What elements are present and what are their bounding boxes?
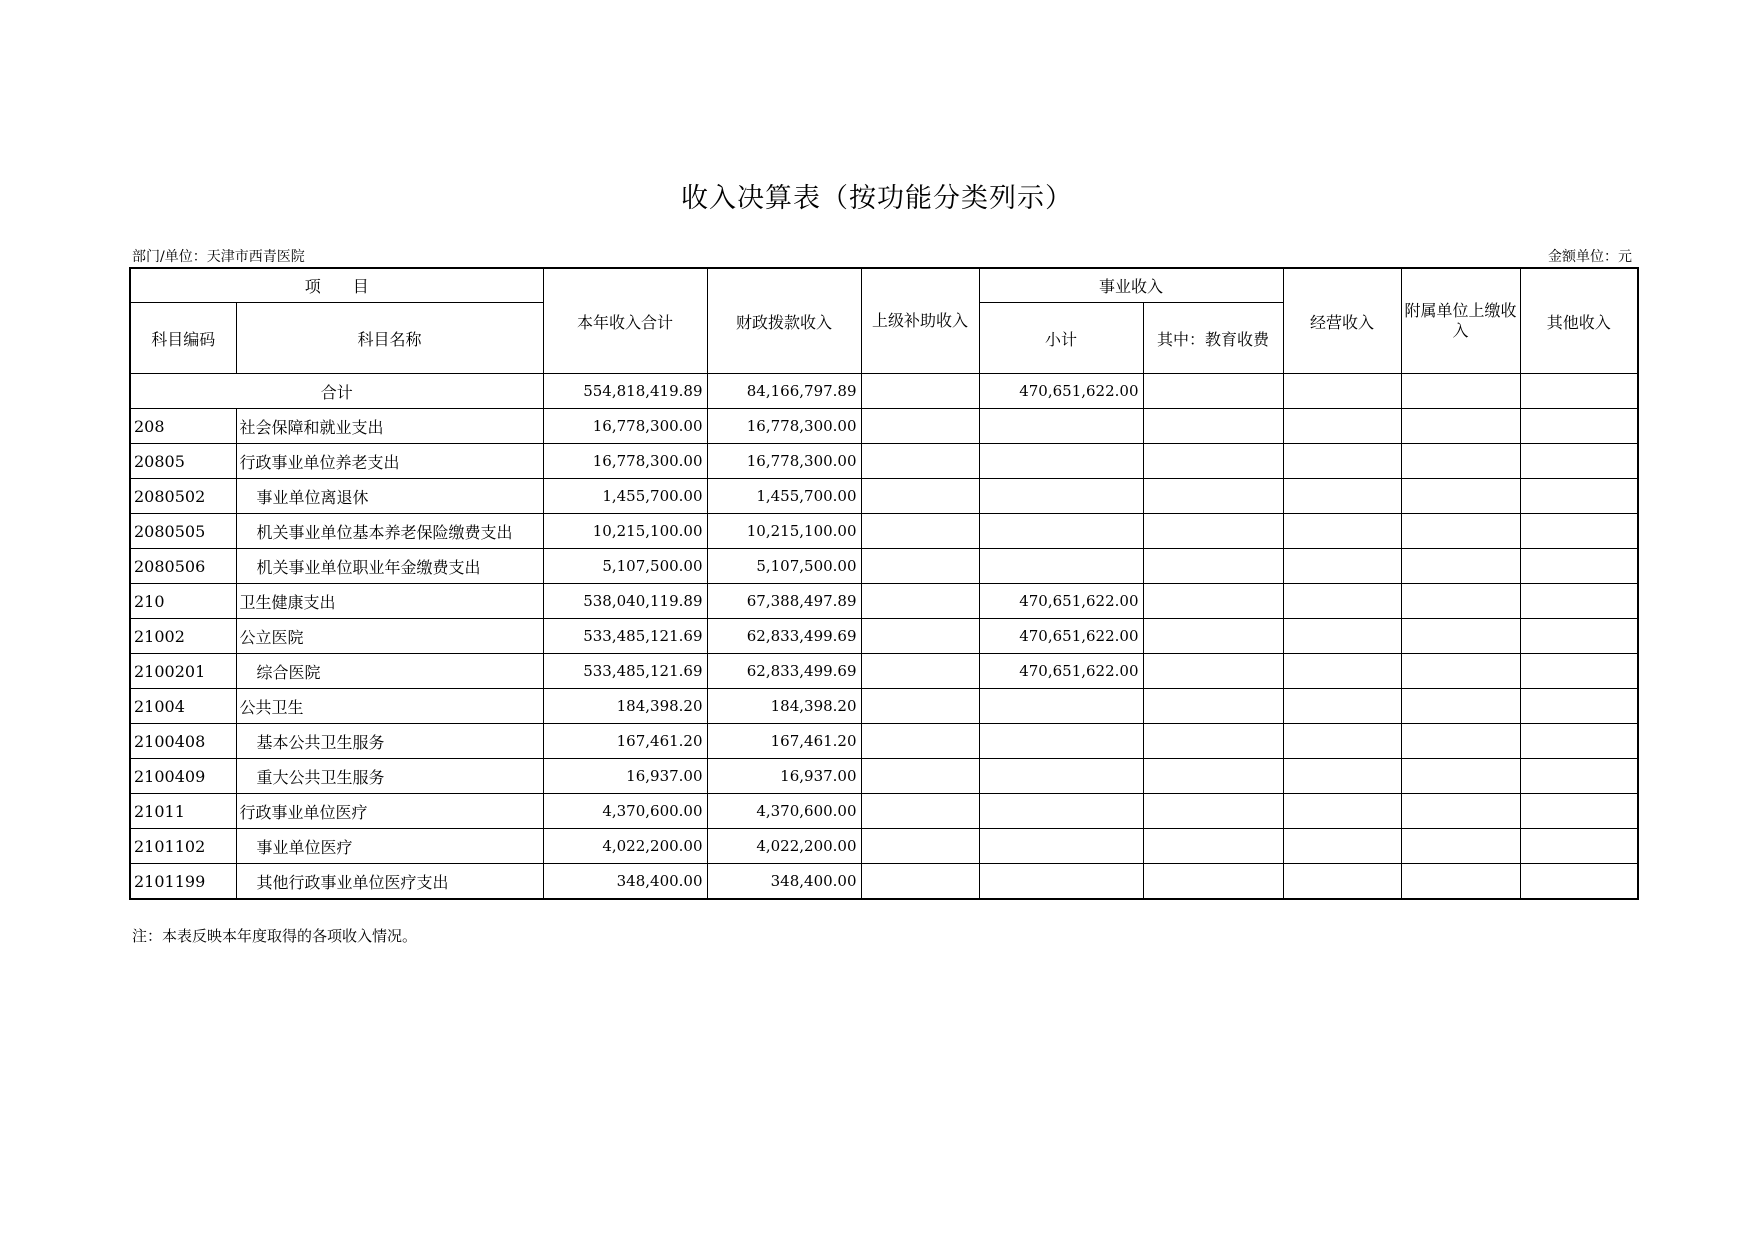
row-operating <box>1283 619 1401 654</box>
row-affiliated <box>1401 829 1520 864</box>
row-education <box>1143 584 1283 619</box>
row-superior <box>861 689 979 724</box>
row-fiscal: 4,370,600.00 <box>707 794 861 829</box>
row-operating <box>1283 829 1401 864</box>
row-operating <box>1283 409 1401 444</box>
row-affiliated <box>1401 724 1520 759</box>
summary-label: 合计 <box>130 374 543 409</box>
row-superior <box>861 584 979 619</box>
row-fiscal: 348,400.00 <box>707 864 861 900</box>
row-name: 行政事业单位医疗 <box>236 794 543 829</box>
table-row <box>130 549 1638 584</box>
row-education <box>1143 619 1283 654</box>
row-superior <box>861 794 979 829</box>
row-superior <box>861 654 979 689</box>
table-row <box>130 409 1638 444</box>
row-name: 公共卫生 <box>236 689 543 724</box>
row-code: 20805 <box>130 444 236 479</box>
row-code: 210 <box>130 584 236 619</box>
row-code: 21002 <box>130 619 236 654</box>
table-row <box>130 759 1638 794</box>
row-superior <box>861 549 979 584</box>
row-code: 2101102 <box>130 829 236 864</box>
row-affiliated <box>1401 479 1520 514</box>
row-total: 4,370,600.00 <box>543 794 707 829</box>
row-affiliated <box>1401 654 1520 689</box>
row-affiliated <box>1401 444 1520 479</box>
row-other <box>1520 654 1638 689</box>
row-total: 10,215,100.00 <box>543 514 707 549</box>
row-fiscal: 16,778,300.00 <box>707 444 861 479</box>
row-operating <box>1283 724 1401 759</box>
row-affiliated <box>1401 689 1520 724</box>
table-row <box>130 444 1638 479</box>
row-code: 208 <box>130 409 236 444</box>
row-total: 167,461.20 <box>543 724 707 759</box>
row-superior <box>861 759 979 794</box>
row-education <box>1143 829 1283 864</box>
row-total: 16,778,300.00 <box>543 409 707 444</box>
row-education <box>1143 654 1283 689</box>
summary-operating <box>1283 374 1401 409</box>
row-name: 事业单位离退休 <box>236 479 543 514</box>
row-subtotal <box>979 479 1143 514</box>
row-operating <box>1283 584 1401 619</box>
row-name: 基本公共卫生服务 <box>236 724 543 759</box>
row-superior <box>861 514 979 549</box>
row-operating <box>1283 444 1401 479</box>
row-other <box>1520 619 1638 654</box>
row-education <box>1143 724 1283 759</box>
row-code: 2100201 <box>130 654 236 689</box>
row-affiliated <box>1401 549 1520 584</box>
row-fiscal: 167,461.20 <box>707 724 861 759</box>
row-subtotal <box>979 689 1143 724</box>
row-subtotal <box>979 759 1143 794</box>
row-fiscal: 1,455,700.00 <box>707 479 861 514</box>
row-name: 机关事业单位基本养老保险缴费支出 <box>236 514 543 549</box>
row-fiscal: 67,388,497.89 <box>707 584 861 619</box>
row-other <box>1520 514 1638 549</box>
row-total: 348,400.00 <box>543 864 707 900</box>
income-table <box>129 267 1639 900</box>
header-name: 科目名称 <box>236 303 543 374</box>
row-education <box>1143 549 1283 584</box>
row-subtotal <box>979 549 1143 584</box>
table-row <box>130 514 1638 549</box>
row-superior <box>861 444 979 479</box>
row-superior <box>861 724 979 759</box>
row-total: 5,107,500.00 <box>543 549 707 584</box>
row-superior <box>861 619 979 654</box>
row-education <box>1143 444 1283 479</box>
row-subtotal <box>979 864 1143 900</box>
row-other <box>1520 549 1638 584</box>
row-affiliated <box>1401 864 1520 900</box>
row-education <box>1143 759 1283 794</box>
summary-education <box>1143 374 1283 409</box>
row-education <box>1143 689 1283 724</box>
row-affiliated <box>1401 514 1520 549</box>
row-name: 其他行政事业单位医疗支出 <box>236 864 543 900</box>
row-affiliated <box>1401 584 1520 619</box>
row-superior <box>861 479 979 514</box>
row-subtotal: 470,651,622.00 <box>979 654 1143 689</box>
row-fiscal: 62,833,499.69 <box>707 619 861 654</box>
table-row <box>130 619 1638 654</box>
amount-unit-label: 金额单位：元 <box>1548 249 1632 265</box>
table-row <box>130 479 1638 514</box>
table-row <box>130 864 1638 900</box>
row-subtotal: 470,651,622.00 <box>979 584 1143 619</box>
row-total: 16,778,300.00 <box>543 444 707 479</box>
row-name: 公立医院 <box>236 619 543 654</box>
header-item: 项 目 <box>130 268 543 303</box>
header-superior: 上级补助收入 <box>861 268 979 374</box>
row-total: 533,485,121.69 <box>543 619 707 654</box>
row-other <box>1520 689 1638 724</box>
header-code: 科目编码 <box>130 303 236 374</box>
row-superior <box>861 864 979 900</box>
row-other <box>1520 479 1638 514</box>
header-other: 其他收入 <box>1520 268 1638 374</box>
header-subtotal: 小计 <box>979 303 1143 374</box>
row-code: 2100408 <box>130 724 236 759</box>
table-row <box>130 689 1638 724</box>
row-affiliated <box>1401 759 1520 794</box>
row-fiscal: 16,778,300.00 <box>707 409 861 444</box>
row-operating <box>1283 514 1401 549</box>
table-row <box>130 654 1638 689</box>
row-fiscal: 184,398.20 <box>707 689 861 724</box>
row-other <box>1520 409 1638 444</box>
row-code: 2100409 <box>130 759 236 794</box>
row-education <box>1143 409 1283 444</box>
row-operating <box>1283 654 1401 689</box>
row-name: 行政事业单位养老支出 <box>236 444 543 479</box>
row-education <box>1143 514 1283 549</box>
row-code: 2101199 <box>130 864 236 900</box>
row-subtotal <box>979 514 1143 549</box>
row-other <box>1520 759 1638 794</box>
summary-subtotal: 470,651,622.00 <box>979 374 1143 409</box>
row-operating <box>1283 689 1401 724</box>
row-code: 2080506 <box>130 549 236 584</box>
row-education <box>1143 794 1283 829</box>
row-education <box>1143 479 1283 514</box>
row-code: 2080505 <box>130 514 236 549</box>
row-other <box>1520 864 1638 900</box>
row-other <box>1520 444 1638 479</box>
row-total: 1,455,700.00 <box>543 479 707 514</box>
row-name: 综合医院 <box>236 654 543 689</box>
row-subtotal <box>979 829 1143 864</box>
summary-affiliated <box>1401 374 1520 409</box>
table-row <box>130 724 1638 759</box>
summary-superior <box>861 374 979 409</box>
row-other <box>1520 829 1638 864</box>
row-superior <box>861 409 979 444</box>
report-title: 收入决算表（按功能分类列示） <box>681 183 1073 214</box>
row-subtotal <box>979 794 1143 829</box>
row-operating <box>1283 759 1401 794</box>
row-affiliated <box>1401 409 1520 444</box>
row-total: 538,040,119.89 <box>543 584 707 619</box>
row-fiscal: 10,215,100.00 <box>707 514 861 549</box>
department-label: 部门/单位：天津市西青医院 <box>132 249 305 265</box>
row-fiscal: 62,833,499.69 <box>707 654 861 689</box>
summary-row <box>130 374 1638 409</box>
row-fiscal: 16,937.00 <box>707 759 861 794</box>
row-name: 重大公共卫生服务 <box>236 759 543 794</box>
row-operating <box>1283 479 1401 514</box>
row-operating <box>1283 549 1401 584</box>
row-code: 21011 <box>130 794 236 829</box>
row-other <box>1520 724 1638 759</box>
row-subtotal <box>979 409 1143 444</box>
row-affiliated <box>1401 794 1520 829</box>
row-subtotal <box>979 444 1143 479</box>
summary-fiscal: 84,166,797.89 <box>707 374 861 409</box>
summary-other <box>1520 374 1638 409</box>
row-total: 184,398.20 <box>543 689 707 724</box>
row-fiscal: 5,107,500.00 <box>707 549 861 584</box>
header-affiliated: 附属单位上缴收入 <box>1401 268 1520 374</box>
header-total: 本年收入合计 <box>543 268 707 374</box>
row-total: 533,485,121.69 <box>543 654 707 689</box>
row-other <box>1520 584 1638 619</box>
header-business-income: 事业收入 <box>979 268 1283 303</box>
row-total: 4,022,200.00 <box>543 829 707 864</box>
header-operating: 经营收入 <box>1283 268 1401 374</box>
header-fiscal: 财政拨款收入 <box>707 268 861 374</box>
summary-total: 554,818,419.89 <box>543 374 707 409</box>
row-subtotal: 470,651,622.00 <box>979 619 1143 654</box>
row-subtotal <box>979 724 1143 759</box>
row-code: 2080502 <box>130 479 236 514</box>
row-fiscal: 4,022,200.00 <box>707 829 861 864</box>
row-superior <box>861 829 979 864</box>
row-name: 社会保障和就业支出 <box>236 409 543 444</box>
table-note: 注：本表反映本年度取得的各项收入情况。 <box>132 927 418 945</box>
row-name: 卫生健康支出 <box>236 584 543 619</box>
table-row <box>130 584 1638 619</box>
row-total: 16,937.00 <box>543 759 707 794</box>
row-name: 事业单位医疗 <box>236 829 543 864</box>
table-row <box>130 794 1638 829</box>
row-other <box>1520 794 1638 829</box>
row-code: 21004 <box>130 689 236 724</box>
row-operating <box>1283 864 1401 900</box>
header-education: 其中：教育收费 <box>1143 303 1283 374</box>
row-education <box>1143 864 1283 900</box>
row-name: 机关事业单位职业年金缴费支出 <box>236 549 543 584</box>
table-row <box>130 829 1638 864</box>
row-affiliated <box>1401 619 1520 654</box>
row-operating <box>1283 794 1401 829</box>
